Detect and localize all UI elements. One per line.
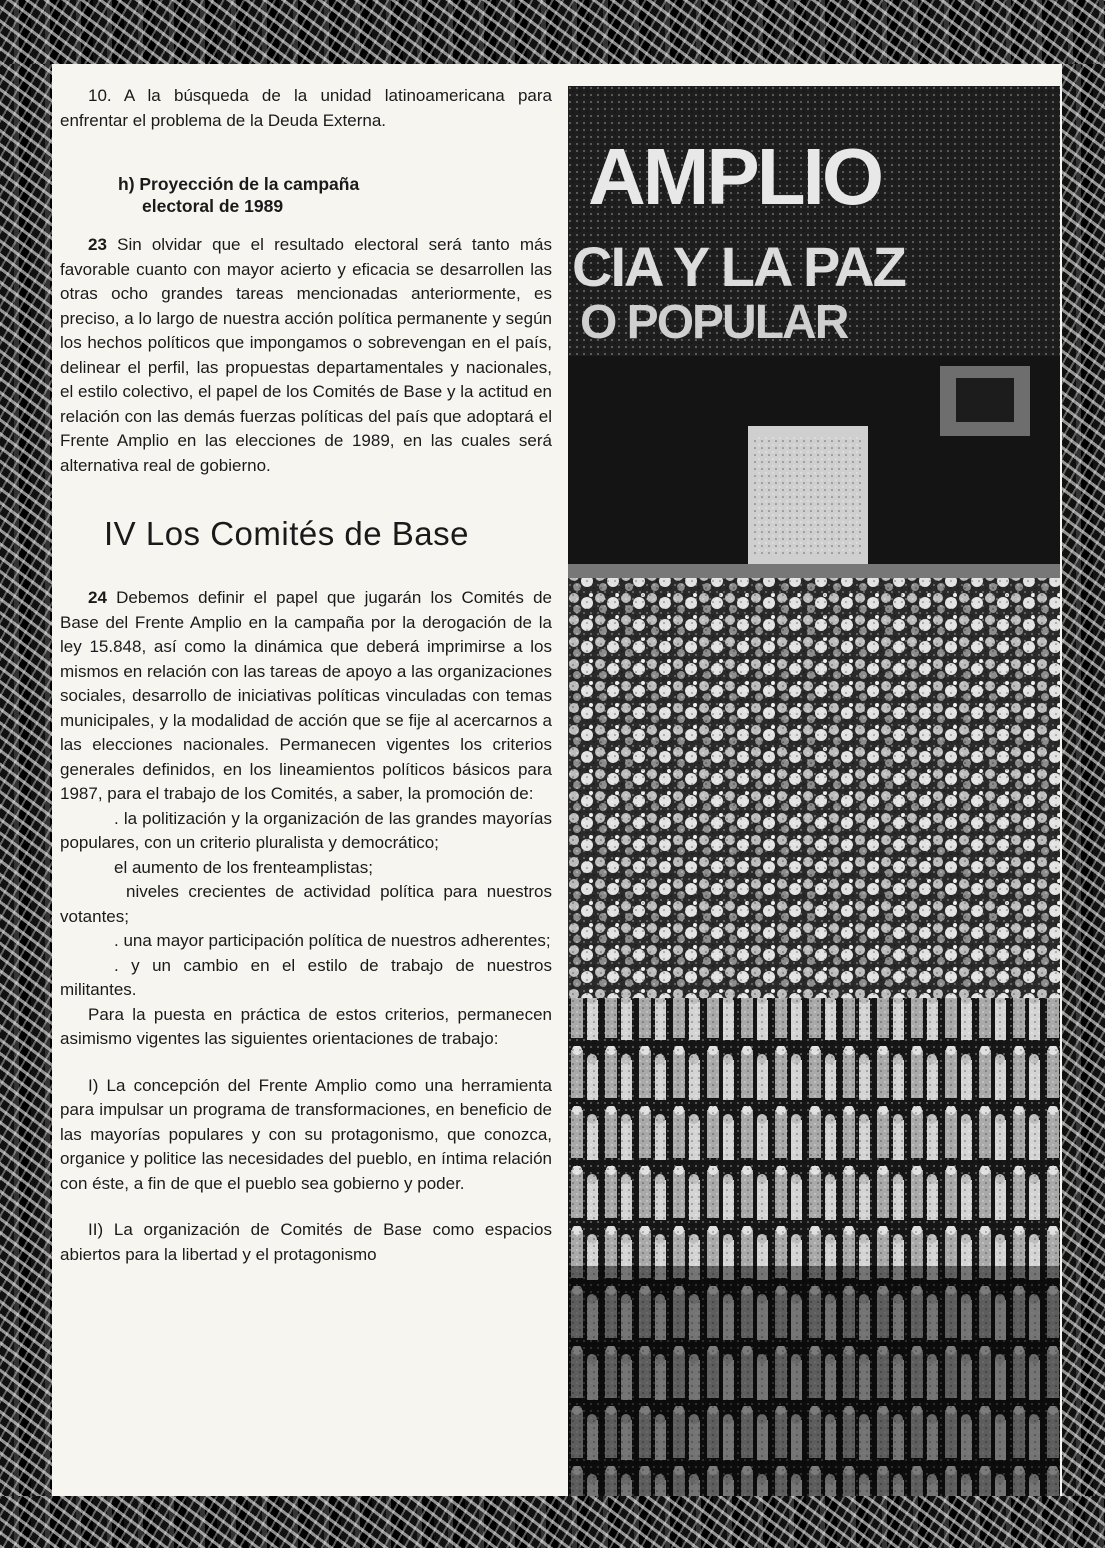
orientation-item-2: II) La organización de Comités de Base como espacios abiertos para la libertad y el protagonismo [60,1220,552,1264]
banner-text-1: AMPLIO [588,132,882,221]
subheading-h-line1: h) Proyección de la campaña [118,174,360,194]
paragraph-24 [60,586,552,807]
criteria-item-5: . y un cambio en el estilo de trabajo de nuestros militantes. [60,955,552,999]
subheading-h-line2: electoral de 1989 [142,196,284,216]
rally-photo [568,86,1060,1496]
photocopy-border-right [1062,64,1105,1496]
criteria-item-2: el aumento de los frenteamplistas; [114,857,373,877]
photocopy-border-top [0,0,1105,64]
paragraph-23-number: 23 [88,235,107,254]
orientation-item-1: I) La concepción del Frente Amplio como una herramienta para impulsar un programa de transformaciones, en beneficio de las mayorías populares y con su protagonismo, que conozca, organice y politice las necesidades del pueblo, en íntima relación con éste, a fin de que el pueblo sea gobierno y poder. [60,1075,552,1193]
photocopy-border-left [0,64,52,1496]
paragraph-23 [60,233,552,478]
rally-photo-illustration [568,86,1060,1496]
criteria-item-1: . la politización y la organización de las grandes mayorías populares, con un criterio pluralista y democrático; [60,808,552,852]
criteria-item-4: . una mayor participación política de nuestros adherentes; [114,931,551,950]
section-title: IV Los Comités de Base [104,515,470,552]
paragraph-10: 10. A la búsqueda de la unidad latinoamericana para enfrentar el problema de la Deuda Externa. [60,86,552,130]
paragraph-24-text: Debemos definir el papel que jugarán los Comités de Base del Frente Amplio en la campaña por la derogación de la ley 15.848, así como la dinámica que deberá imprimirse a los mismos en relación con las tareas de apoyo a las organizaciones sociales, desarrollo de iniciativas políticas vinculadas con temas municipales, y la modalidad de acción que se fije al acercarnos a las elecciones nacionales. Permanecen vigentes los criterios generales definidos, en los lineamientos políticos básicos para 1987, para el trabajo de los Comités, a saber, la promoción de: [60,588,552,803]
paragraph-puesta: Para la puesta en práctica de estos criterios, permanecen asimismo vigentes las siguientes orientaciones de trabajo: [60,1004,552,1048]
paragraph-23-text: Sin olvidar que el resultado electoral será tanto más favorable cuanto con mayor acierto y eficacia se desarrollen las otras ocho grandes tareas mencionadas anteriormente, es preciso, a lo largo de nuestra acción política permanente y según los hechos políticos que impongamos o sobrevengan en el país, delinear el perfil, las propuestas departamentales y nacionales, el estilo colectivo, el papel de los Comités de Base y la actitud en relación con las demás fuerzas políticas del país que adoptará el Frente Amplio en las elecciones de 1989, en las cuales será alternativa real de gobierno. [60,235,552,475]
photocopy-border-bottom [0,1496,1105,1548]
paragraph-24-number: 24 [88,588,107,607]
criteria-item-3: niveles crecientes de actividad política para nuestros votantes; [60,882,552,926]
text-column [60,84,552,1267]
banner-text-2: CIA Y LA PAZ [572,235,905,298]
subheading-h [118,173,552,217]
banner-text-3: O POPULAR [580,296,848,349]
